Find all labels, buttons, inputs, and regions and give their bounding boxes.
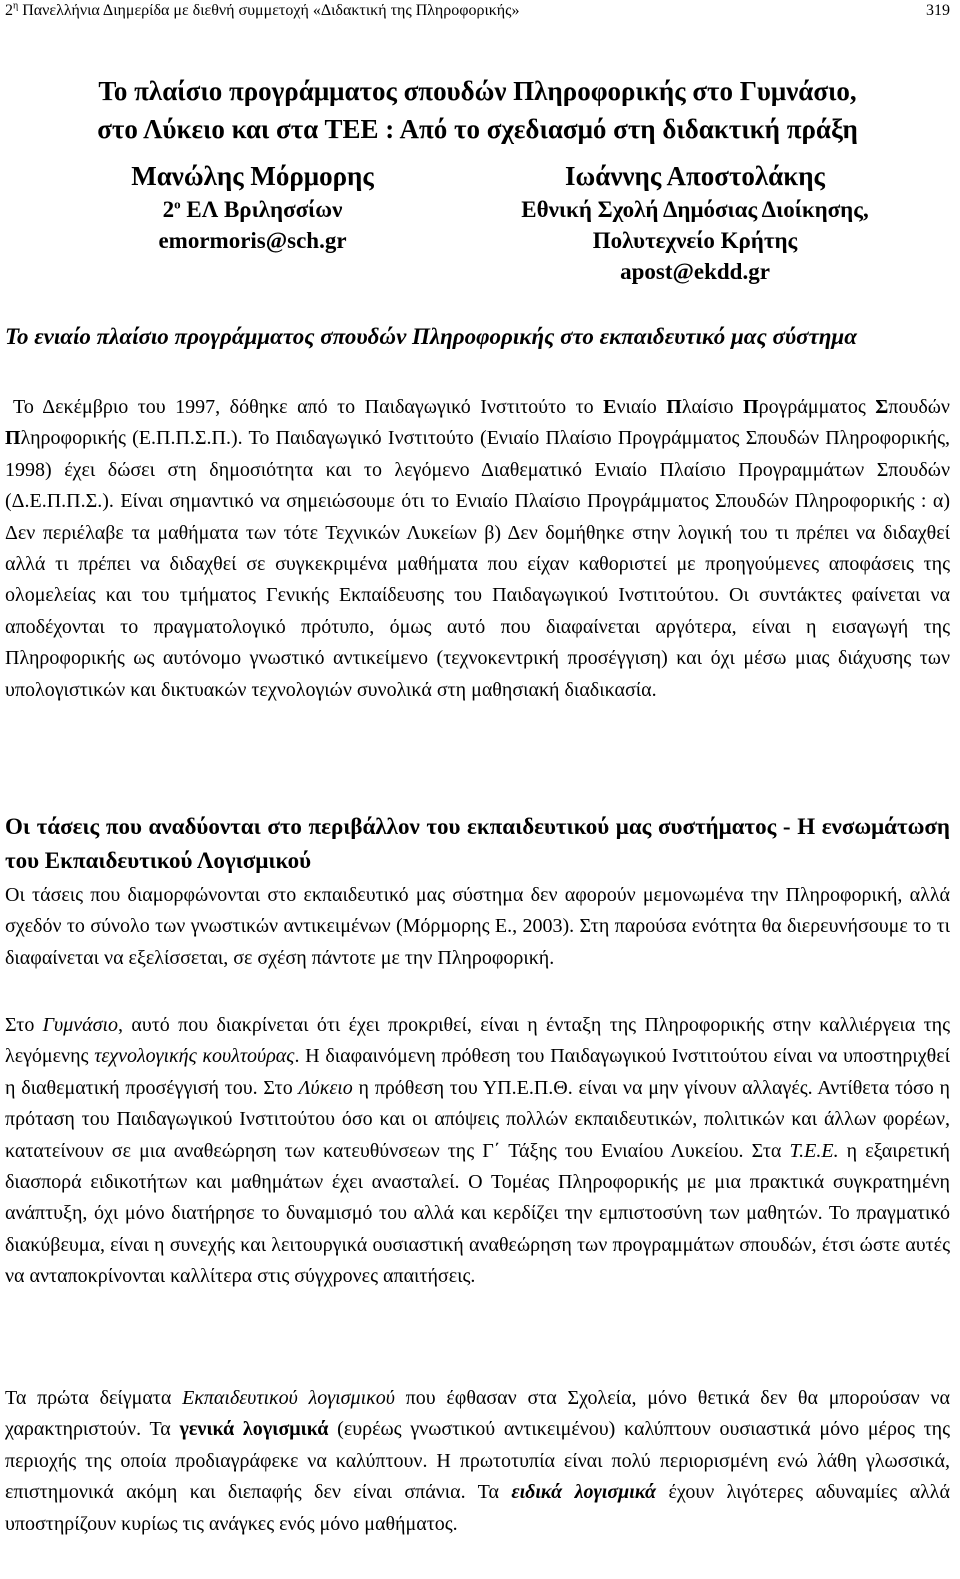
author-2-email: apost@ekdd.gr: [620, 259, 770, 284]
author-2-name: Ιωάννης Αποστολάκης: [565, 161, 825, 191]
paper-title: [5, 72, 950, 148]
paragraph-1: Το Δεκέμβριο του 1997, δόθηκε από το Παιδαγωγικό Ινστιτούτο το Ενιαίο Πλαίσιο Προγράμματος Σπουδών Πληροφορικής (Ε.Π.Π.Σ.Π.). Το Παιδαγωγικό Ινστιτούτο (Ενιαίο Πλαίσιο Προγράμματος Σπουδών Πληροφορικής, 1998) έχει δώσει στη δημοσιότητα και το λεγόμενο Διαθεματικό Ενιαίο Πλαίσιο Προγραμμάτων Σπουδών (Δ.Ε.Π.Π.Σ.). Είναι σημαντικό να σημειώσουμε ότι το Ενιαίο Πλαίσιο Προγράμματος Σπουδών Πληροφορικής : α) Δεν περιέλαβε τα μαθήματα των τότε Τεχνικών Λυκείων β) Δεν δομήθηκε στην λογική του τι πρέπει να διδαχθεί αλλά τι πρέπει να διδαχθεί σε συγκεκριμένα μαθήματα που είχαν καθοριστεί με προηγούμενες αποφάσεις της ολομελείας και του τμήματος Γενικής Εκπαίδευσης του Παιδαγωγικού Ινστιτούτου. Οι συντάκτες φαίνεται να αποδέχονται το πραγματολογικό πρότυπο, όμως αυτό που διαφαίνεται αργότερα, είναι η εισαγωγή της Πληροφορικής ως αυτόνομο γνωστικό αντικείμενο (τεχνοκεντρική προσέγγιση) και όχι μέσω μιας διάχυσης των υπολογιστικών και δικτυακών τεχνολογιών συνολικά στη μαθησιακή διαδικασία.: [5, 396, 950, 701]
paragraph-3: Στο Γυμνάσιο, αυτό που διακρίνεται ότι έχει προκριθεί, είναι η ένταξη της Πληροφορικής στην καλλιέργεια της λεγόμενης τεχνολογικής κουλτούρας. Η διαφαινόμενη πρόθεση του Παιδαγωγικού Ινστιτούτου είναι να υποστηριχθεί η διαθεματική προσέγγισή του. Στο Λύκειο η πρόθεση του ΥΠ.Ε.Π.Θ. είναι να μην γίνουν αλλαγές. Αντίθετα τόσο η πρόταση του Παιδαγωγικού Ινστιτούτου όσο και οι απόψεις πολλών εκπαιδευτικών, πολιτικών και άλλων φορέων, κατατείνουν σε μια αναθεώρηση των κατευθύνσεων της Γ΄ Τάξης του Ενιαίου Λυκείου. Στα Τ.Ε.Ε. η εξαιρετική διασπορά ειδικοτήτων και μαθημάτων έχει ανασταλεί. Ο Τομέας Πληροφορικής με μια πρακτικά συγκρατημένη ανάπτυξη, όχι μόνο διατήρησε το δυναμισμό του αλλά και κερδίζει την εμπιστοσύνη των μαθητών. Το πραγματικό διακύβευμα, είναι η συνεχής και λειτουργικά ουσιαστική αναθεώρηση των προγραμμάτων σπουδών, έτσι ώστε αυτές να ανταποκρίνονται καλλίτερα στις σύγχρονες απαιτήσεις.: [5, 1014, 951, 1288]
author-2-affiliation-line-2: Πολυτεχνείο Κρήτης: [592, 228, 798, 253]
author-1: [95, 158, 410, 256]
paragraph-2: Οι τάσεις που διαμορφώνονται στο εκπαιδευτικό μας σύστημα δεν αφορούν μεμονωμένα την Πληροφορική, αλλά σχεδόν το σύνολο των γνωστικών αντικειμένων (Μόρμορης Ε., 2003). Στη παρούσα ενότητα θα διερευνήσουμε το τι διαφαίνεται να εξελίσσεται, σε σχέση πάντοτε με την Πληροφορική.: [5, 884, 950, 969]
title-line-2: στο Λύκειο και στα ΤΕΕ : Από το σχεδιασμό στη διδακτική πράξη: [97, 114, 858, 144]
author-1-email: emormoris@sch.gr: [158, 228, 347, 253]
conference-name: $2^\eta$ Πανελλήνια Διημερίδα με διεθνή συμμετοχή «Διδακτική της Πληροφορικής»: [5, 0, 520, 19]
page-number: 319: [926, 2, 950, 19]
author-1-affiliation: $2^o$ ΕΛ Βριλησσίων: [162, 196, 343, 222]
authors-block: [5, 158, 950, 288]
section-heading-2: Οι τάσεις που αναδύονται στο περιβάλλον του εκπαιδευτικού μας συστήματος - Η ενσωμάτωση του Εκπαιδευτικού Λογισμικού: [5, 814, 950, 873]
author-2-affiliation-line-1: Εθνική Σχολή Δημόσιας Διοίκησης,: [521, 197, 869, 222]
paragraph-4: Τα πρώτα δείγματα Εκπαιδευτικού λογισμικού που έφθασαν στα Σχολεία, μόνο θετικά δεν θα μπορούσαν να χαρακτηριστούν. Τα γενικά λογισμικά (ευρέως γνωστικού αντικειμένου) καλύπτουν ουσιαστικά μόνο μέρος της περιοχής της οποία προδιαγράφεκε να καλύπτουν. Η πρωτοτυπία είναι πολύ περιορισμένη ενώ λάθη γλωσσικά, επιστημονικά ακόμη και διεπαφής δεν είναι σπάνια. Τα ειδικά λογισμικά έχουν λιγότερες αδυναμίες αλλά υποστηρίζουν κυρίως τις ανάγκες ενός μόνο μαθήματος.: [5, 1387, 951, 1535]
author-2: [475, 158, 915, 287]
title-line-1: Το πλαίσιο προγράμματος σπουδών Πληροφορικής στο Γυμνάσιο,: [98, 76, 857, 106]
running-header: [5, 0, 950, 22]
section-heading-1: Το ενιαίο πλαίσιο προγράμματος σπουδών Πληροφορικής στο εκπαιδευτικό μας σύστημα: [5, 324, 857, 349]
author-1-name: Μανώλης Μόρμορης: [131, 161, 374, 191]
